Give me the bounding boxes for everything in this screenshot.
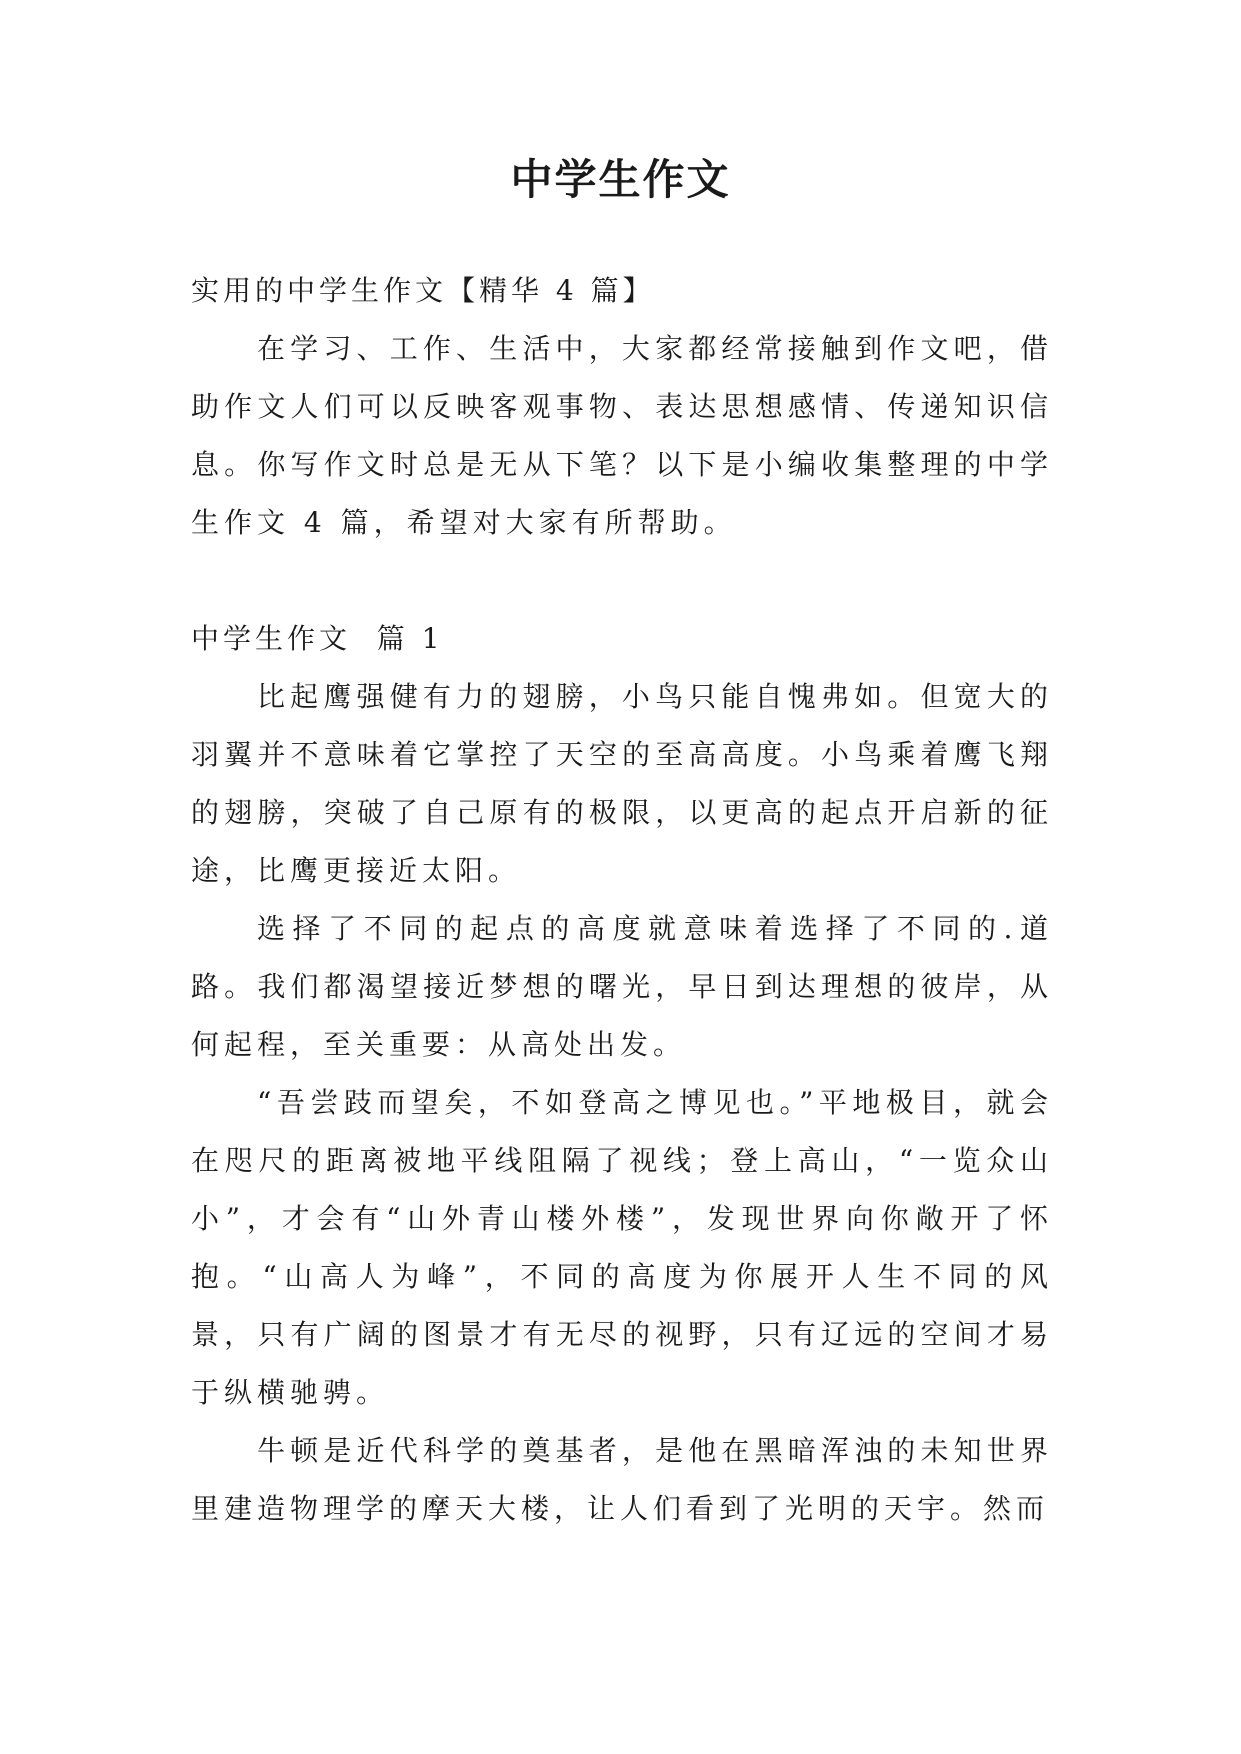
subtitle: 实用的中学生作文【精华 4 篇】 — [191, 274, 655, 307]
section-paragraph: 比起鹰强健有力的翅膀，小鸟只能自愧弗如。但宽大的羽翼并不意味着它掌控了天空的至高高度。小鸟乘着鹰飞翔的翅膀，突破了自己原有的极限，以更高的起点开启新的征途，比鹰更接近太阳。 — [191, 680, 1053, 887]
section-paragraph: 选择了不同的起点的高度就意味着选择了不同的.道路。我们都渴望接近梦想的曙光，早日到达理想的彼岸，从何起程，至关重要：从高处出发。 — [191, 912, 1053, 1061]
section-paragraph: “吾尝跂而望矣，不如登高之博见也。”平地极目，就会在咫尺的距离被地平线阻隔了视线；登上高山，“一览众山小”，才会有“山外青山楼外楼”，发现世界向你敞开了怀抱。“山高人为峰”，不同的高度为你展开人生不同的风景，只有广阔的图景才有无尽的视野，只有辽远的空间才易于纵横驰骋。 — [191, 1086, 1053, 1409]
document-title: 中学生作文 — [510, 155, 731, 204]
document-body — [191, 262, 1053, 1538]
intro-paragraph: 在学习、工作、生活中，大家都经常接触到作文吧，借助作文人们可以反映客观事物、表达思想感情、传递知识信息。你写作文时总是无从下笔？以下是小编收集整理的中学生作文 4 篇，希望对大家有所帮助。 — [191, 332, 1053, 539]
section-spacer — [191, 552, 1053, 610]
section-heading: 中学生作文 篇 1 — [191, 622, 444, 655]
section-paragraph: 牛顿是近代科学的奠基者，是他在黑暗浑浊的未知世界里建造物理学的摩天大楼，让人们看到了光明的天宇。然而 — [191, 1434, 1053, 1525]
